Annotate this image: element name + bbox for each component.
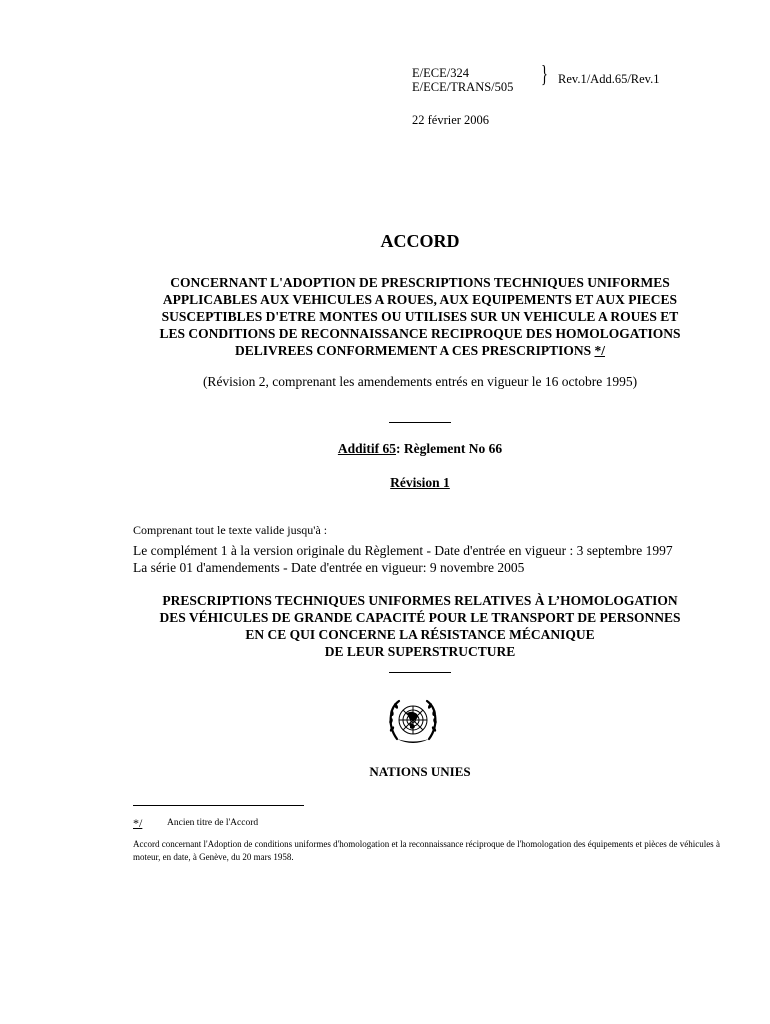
un-emblem-icon — [383, 695, 443, 749]
amendment-line: La série 01 d'amendements - Date d'entrée en vigueur: 9 novembre 2005 — [133, 560, 525, 575]
footnote-text: Accord concernant l'Adoption de conditions uniformes d'homologation et la reconnaissance réciproque de l'homologation des équipements et pièces de véhicules à moteur, en date, à Genève, du 20 mars 1958. — [133, 839, 720, 862]
additif-number: Additif 65 — [337, 441, 397, 456]
regulation-title — [0, 592, 770, 660]
amendments-list — [133, 542, 673, 576]
revision-heading: Révision 1 — [390, 475, 450, 490]
amendment-line: Le complément 1 à la version originale du Règlement - Date d'entrée en vigueur : 3 septembre 1997 — [133, 543, 673, 558]
document-symbol-1: E/ECE/324 — [412, 66, 469, 80]
revision-note: (Révision 2, comprenant les amendements entrés en vigueur le 16 octobre 1995) — [202, 374, 638, 389]
accord-subtitle-line: LES CONDITIONS DE RECONNAISSANCE RECIPROQUE DES HOMOLOGATIONS — [159, 326, 681, 341]
publisher-name: NATIONS UNIES — [369, 764, 471, 779]
regulation-title-line: DES VÉHICULES DE GRANDE CAPACITÉ POUR LE TRANSPORT DE PERSONNES — [159, 610, 681, 625]
addendum-heading — [0, 441, 770, 457]
document-date: 22 février 2006 — [412, 113, 490, 127]
separator-rule — [389, 422, 451, 423]
footnote-rule — [133, 805, 304, 806]
document-symbols — [412, 66, 513, 94]
accord-subtitle-last: DELIVREES CONFORMEMENT A CES PRESCRIPTIONS — [235, 343, 592, 358]
symbol-brace: } — [541, 62, 548, 88]
accord-subtitle-line: APPLICABLES AUX VEHICULES A ROUES, AUX EQUIPEMENTS ET AUX PIECES — [162, 292, 678, 307]
footnote-mark: */ — [133, 816, 143, 830]
accord-subtitle-line — [0, 342, 770, 359]
revision-reference: Rev.1/Add.65/Rev.1 — [558, 72, 660, 86]
regulation-number: : Règlement No 66 — [396, 441, 503, 456]
accord-title: ACCORD — [380, 231, 460, 251]
footnote-title: Ancien titre de l'Accord — [167, 818, 259, 828]
regulation-title-line: EN CE QUI CONCERNE LA RÉSISTANCE MÉCANIQUE — [245, 627, 595, 642]
accord-subtitle-line: CONCERNANT L'ADOPTION DE PRESCRIPTIONS TECHNIQUES UNIFORMES — [170, 275, 670, 290]
document-symbol-2: E/ECE/TRANS/505 — [412, 80, 514, 94]
regulation-title-line: DE LEUR SUPERSTRUCTURE — [324, 644, 516, 659]
separator-rule — [389, 672, 451, 673]
contents-intro: Comprenant tout le texte valide jusqu'à : — [133, 523, 328, 537]
footnote-reference: */ — [594, 343, 605, 358]
accord-subtitle — [0, 274, 770, 359]
regulation-title-line: PRESCRIPTIONS TECHNIQUES UNIFORMES RELATIVES À L’HOMOLOGATION — [162, 593, 678, 608]
accord-subtitle-line: SUSCEPTIBLES D'ETRE MONTES OU UTILISES SUR UN VEHICULE A ROUES ET — [161, 309, 679, 324]
